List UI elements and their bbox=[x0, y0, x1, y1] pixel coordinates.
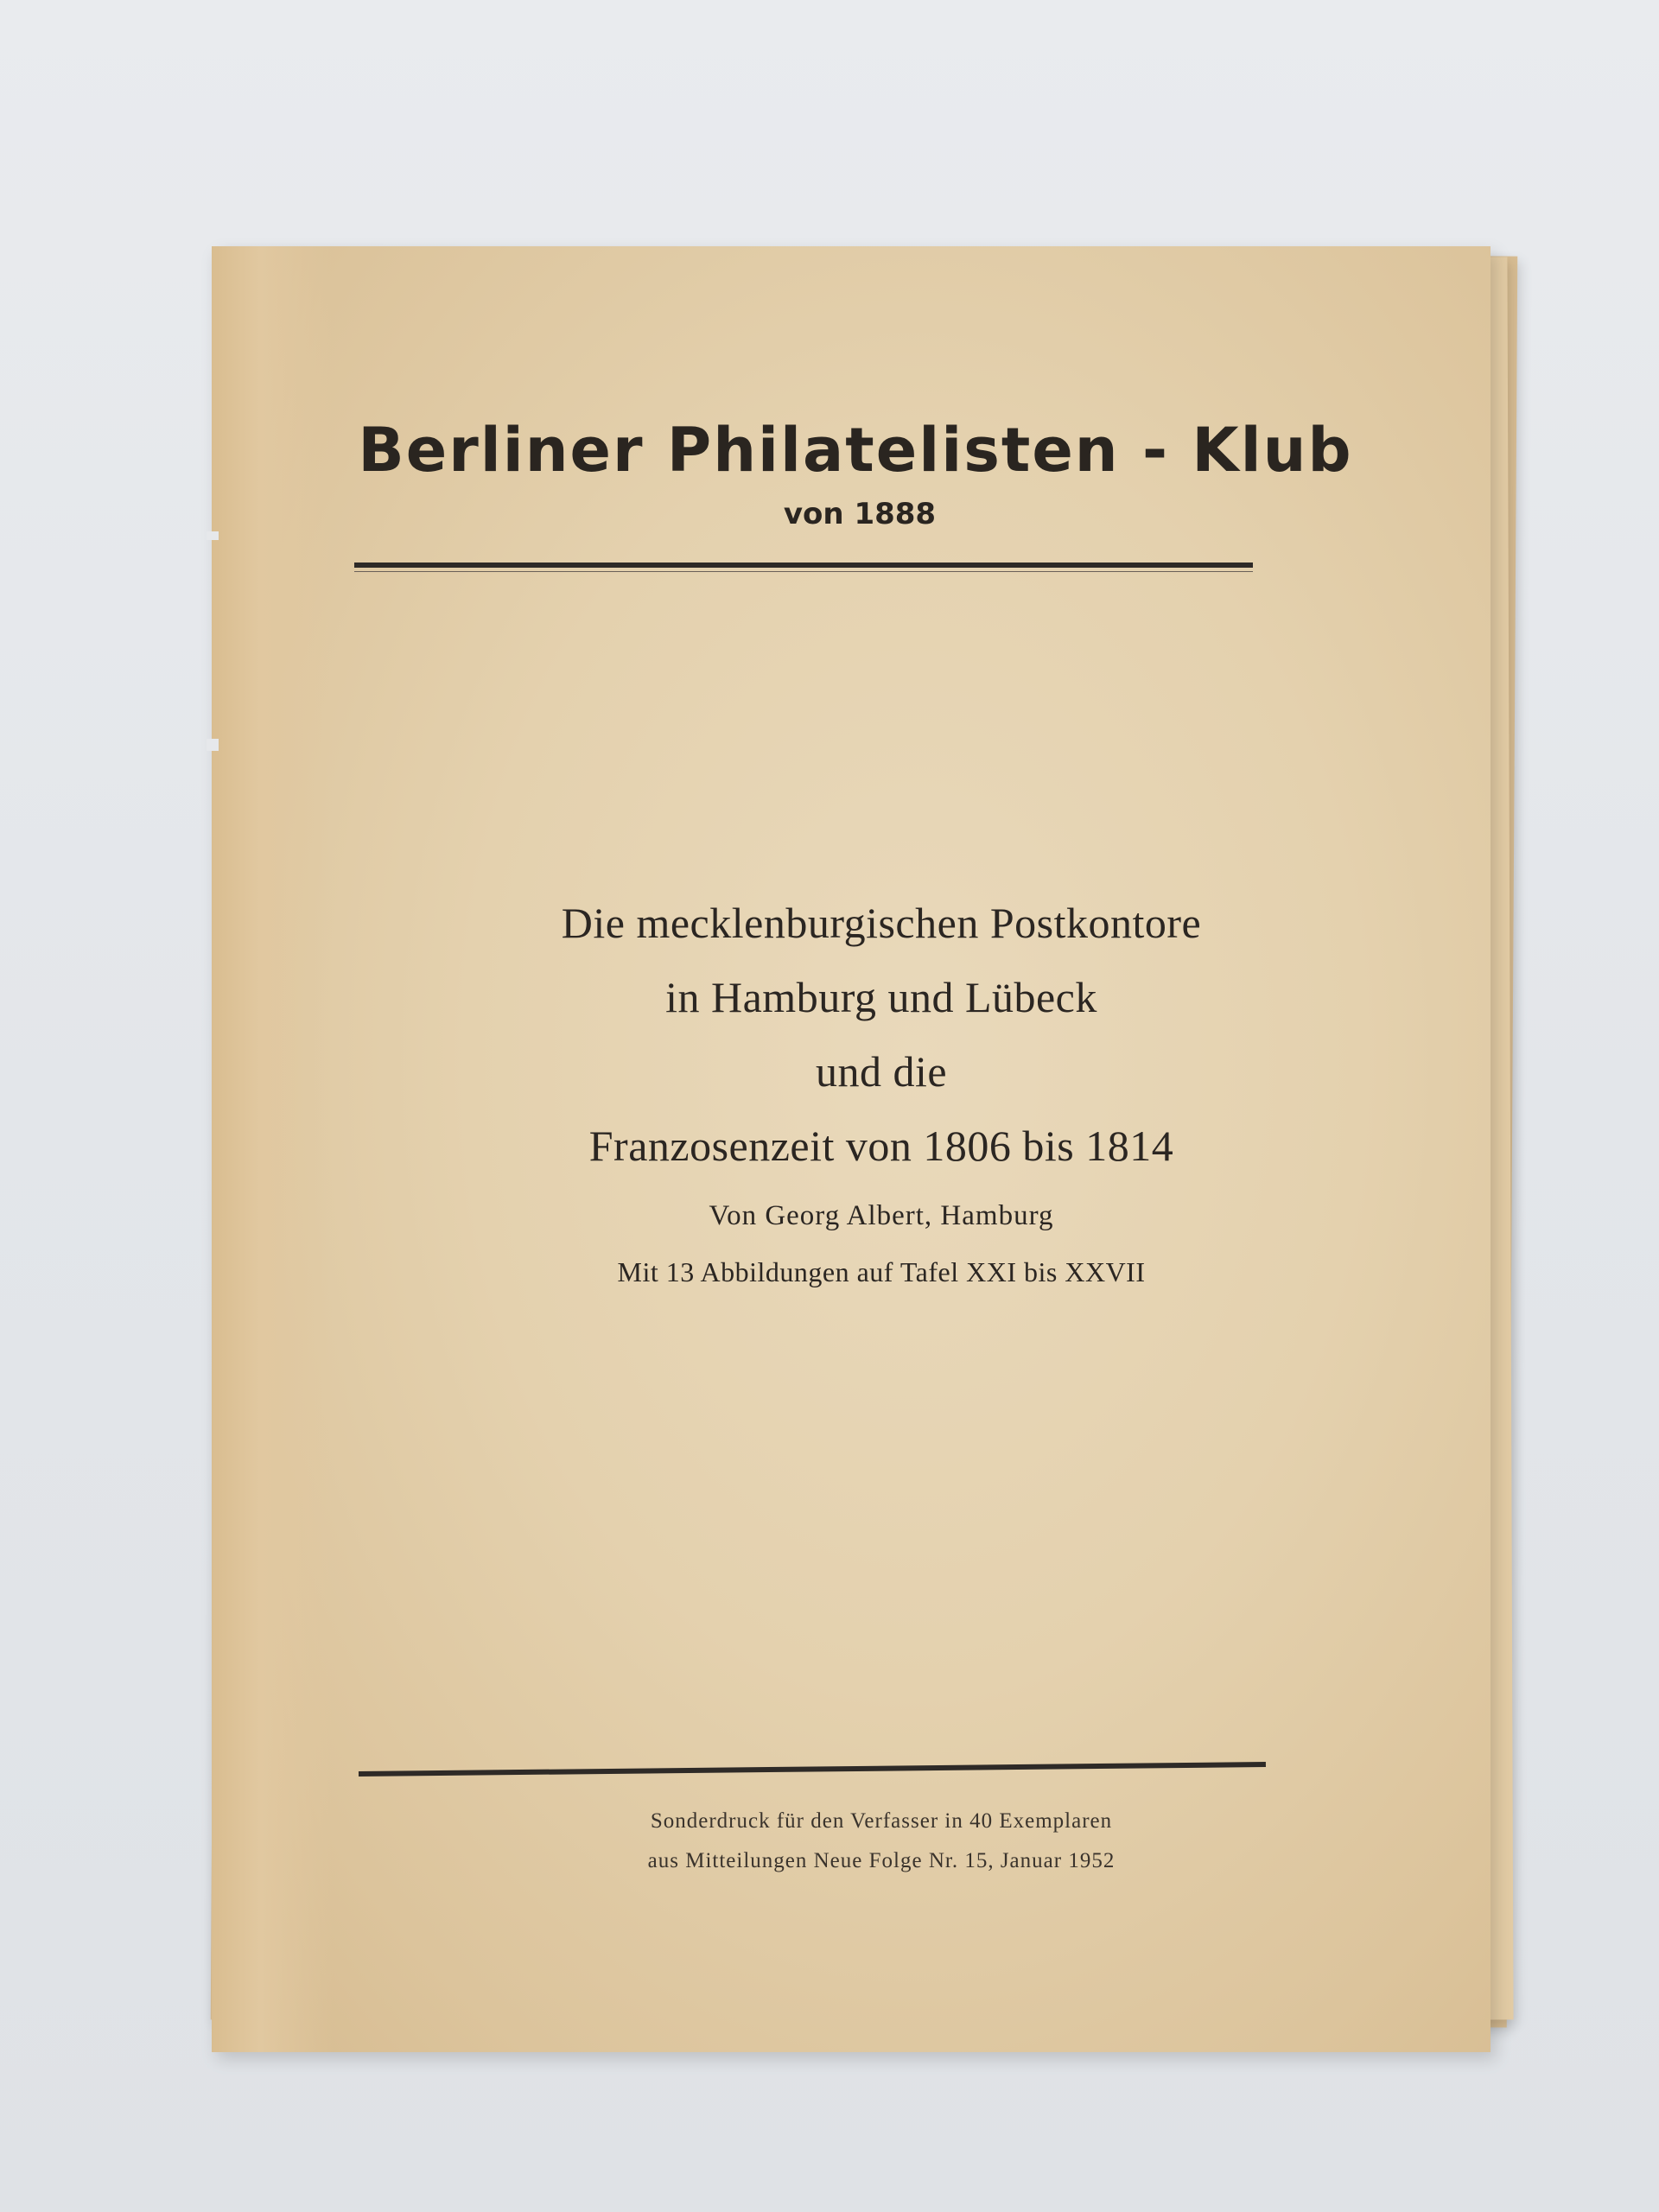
title-line: in Hamburg und Lübeck bbox=[665, 973, 1097, 1021]
edge-tear bbox=[207, 739, 219, 751]
edge-tear bbox=[207, 531, 219, 540]
footer-rule bbox=[359, 1762, 1266, 1777]
club-founding-year: von 1888 bbox=[783, 497, 937, 531]
title-line: und die bbox=[815, 1047, 948, 1096]
club-name: Berliner Philatelisten - Klub bbox=[358, 415, 1353, 486]
figures-line: Mit 13 Abbildungen auf Tafel XXI bis XXVII bbox=[617, 1256, 1146, 1287]
title-line: Franzosenzeit von 1806 bis 1814 bbox=[588, 1122, 1174, 1170]
title-line: Die mecklenburgischen Postkontore bbox=[561, 899, 1202, 947]
footer-line: Sonderdruck für den Verfasser in 40 Exemplaren bbox=[650, 1809, 1113, 1833]
title-block bbox=[315, 886, 1447, 1288]
header-rule-thin bbox=[354, 571, 1253, 572]
author-line: Von Georg Albert, Hamburg bbox=[709, 1200, 1054, 1231]
header-rule bbox=[354, 563, 1253, 568]
booklet-cover bbox=[212, 246, 1491, 2052]
footer-note bbox=[315, 1802, 1447, 1881]
footer-line: aus Mitteilungen Neue Folge Nr. 15, Januar 1952 bbox=[647, 1849, 1116, 1872]
